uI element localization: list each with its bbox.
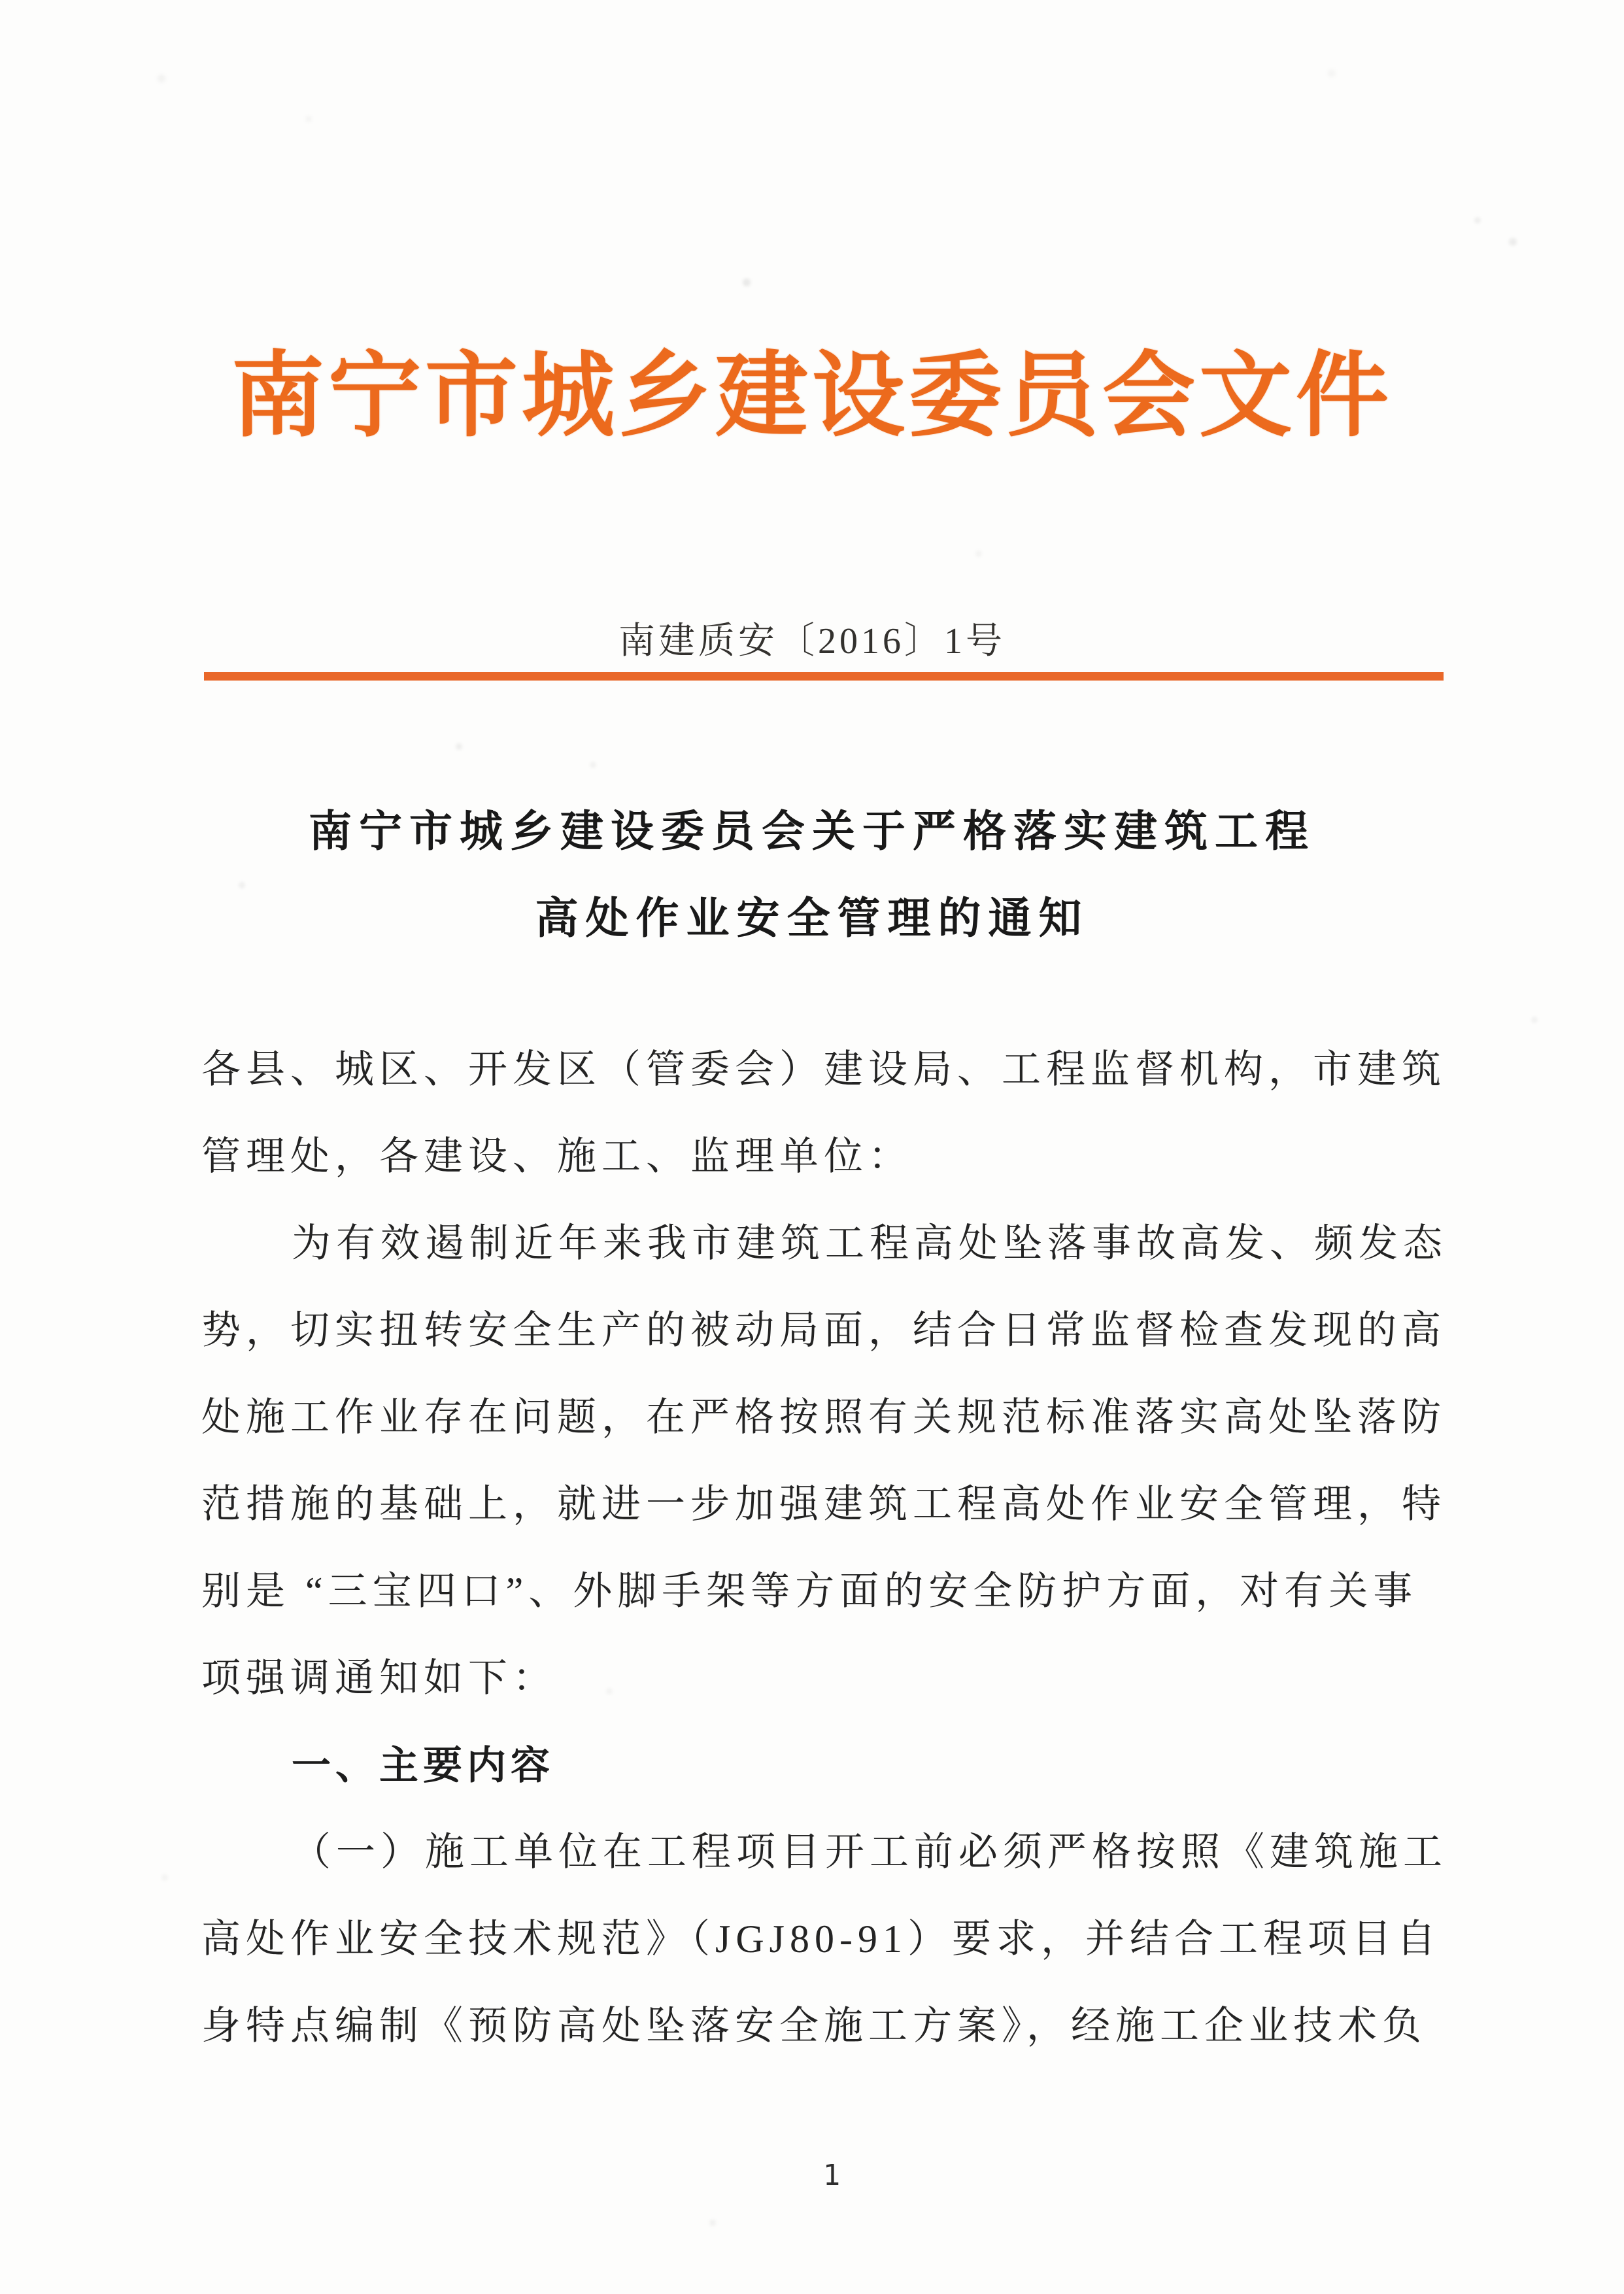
body-line: （一）施工单位在工程项目开工前必须严格按照《建筑施工 — [292, 1830, 1447, 1874]
page-number: 1 — [822, 2159, 841, 2192]
scan-noise — [0, 0, 3, 3]
body-line: 范措施的基础上，就进一步加强建筑工程高处作业安全管理，特 — [201, 1483, 1446, 1526]
agency-title: 南宁市城乡建设委员会文件 — [231, 345, 1393, 448]
body-line: 势，切实扭转安全生产的被动局面，结合日常监督检查发现的高 — [201, 1309, 1446, 1352]
document-number: 南建质安〔2016〕1号 — [618, 621, 1006, 662]
masthead-divider-rule — [204, 672, 1444, 681]
document-title — [0, 788, 1624, 962]
body-line: 高处作业安全技术规范》（JGJ80-91）要求，并结合工程项目自 — [201, 1917, 1442, 1961]
body-line: 身特点编制《预防高处坠落安全施工方案》，经施工企业技术负 — [201, 2004, 1427, 2048]
document-body — [201, 1026, 1457, 2070]
body-line: 处施工作业存在问题，在严格按照有关规范标准落实高处坠落防 — [201, 1396, 1446, 1439]
body-line-salutation-1: 各县、城区、开发区（管委会）建设局、工程监督机构，市建筑 — [201, 1048, 1446, 1091]
body-line: 项强调通知如下： — [201, 1657, 557, 1700]
body-line-salutation-2: 管理处，各建设、施工、监理单位： — [201, 1135, 913, 1178]
body-line: 为有效遏制近年来我市建筑工程高处坠落事故高发、频发态 — [292, 1222, 1447, 1265]
document-title-line-1: 南宁市城乡建设委员会关于严格落实建筑工程 — [309, 808, 1315, 856]
section-heading: 一、主要内容 — [292, 1744, 554, 1787]
document-title-line-2: 高处作业安全管理的通知 — [535, 895, 1089, 943]
body-line: 别是 “三宝四口”、外脚手架等方面的安全防护方面，对有关事 — [201, 1570, 1418, 1613]
